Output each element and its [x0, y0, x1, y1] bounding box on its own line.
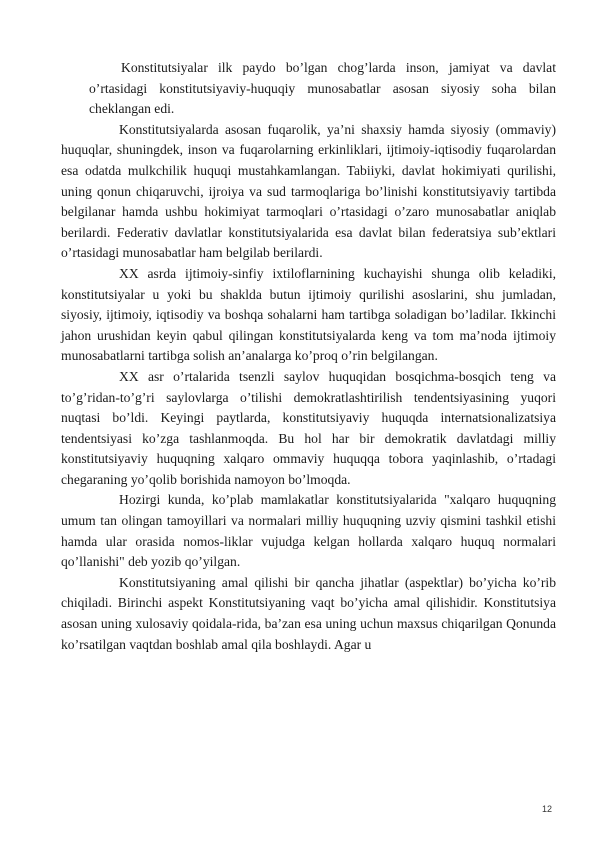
- paragraph-3: XX asrda ijtimoiy-sinfiy ixtiloflarnining kuchayishi shunga olib keladiki, konstitutsiyalar u yoki bu shaklda butun ijtimoiy qurilishi asoslarini, shu jumladan, siyosiy, ijtimoiy, iqtisodiy va boshqa sohalarni ham tartibga soladigan bo’ladilar. Ikkinchi jahon urushidan keyin qabul qilingan konstitutsiyalarda keng va tom ma’noda ijtimoiy munosabatlarni tartibga solish an’analarga ko’proq o’rin belgilangan.: [61, 265, 556, 364]
- paragraph-6: Konstitutsiyaning amal qilishi bir qancha jihatlar (aspektlar) bo’yicha ko’rib chiqiladi. Birinchi aspekt Konstitutsiyaning vaqt bo’yicha amal qilishidir. Konstitutsiya asosan uning xulosaviy qoidala-rida, ba’zan esa uning uchun maxsus chiqarilgan Qonunda ko’rsatilgan vaqtdan boshlab amal qila boshlaydi. Agar u: [61, 574, 556, 652]
- body-text: [61, 58, 556, 655]
- paragraph-4: XX asr o’rtalarida tsenzli saylov huquqidan bosqichma-bosqich teng va to’g’ridan-to’g’ri saylovlarga o’tilishi demokratlashtirilish tendentsiyasining yuqori nuqtasi bo’ldi. Keyingi paytlarda, konstitutsiyaviy huquqda internatsionalizatsiya tendentsiyasi ko’zga tashlanmoqda. Bu hol har bir demokratik davlatdagi milliy konstitutsiyaviy huquqning xalqaro ommaviy huquqqa tobora yaqinlashib, o’rtadagi chegaraning yo’qolib borishida namoyon bo’lmoqda.: [61, 368, 556, 487]
- page-number: 12: [541, 804, 552, 814]
- paragraph-2: Konstitutsiyalarda asosan fuqarolik, ya’ni shaxsiy hamda siyosiy (ommaviy) huquqlar, shuningdek, inson va fuqarolarning erkinliklari, ijtimoiy-iqtisodiy fuqarolardan esa odatda mulkchilik huquqi mustahkamlangan. Tabiiyki, davlat hokimiyati qurilishi, uning qonun chiqaruvchi, ijroiya va sud tarmoqlariga bo’linishi konstitutsiyaviy tartibda belgilanar hamda ushbu hokimiyat tarmoqlari o’rtasidagi o’zaro munosabatlar aniqlab berilardi. Federativ davlatlar konstitutsiyalarida esa davlat bilan federatsiya sub’ektlari o’rtasidagi munosabatlar ham belgilab berilardi.: [61, 121, 556, 261]
- paragraph-1: Konstitutsiyalar ilk paydo bo’lgan chog’larda inson, jamiyat va davlat o’rtasidagi konstitutsiyaviy-huquqiy munosabatlar asosan siyosiy soha bilan cheklangan edi.: [89, 60, 556, 117]
- paragraph-5: Hozirgi kunda, ko’plab mamlakatlar konstitutsiyalarida "xalqaro huquqning umum tan olingan tamoyillari va normalari milliy huquqning uzviy qismini tashkil etishi hamda ular orasida nomos-liklar vujudga kelgan hollarda xalqaro huquq normalari qo’llanishi" deb yozib qo’yilgan.: [61, 492, 556, 570]
